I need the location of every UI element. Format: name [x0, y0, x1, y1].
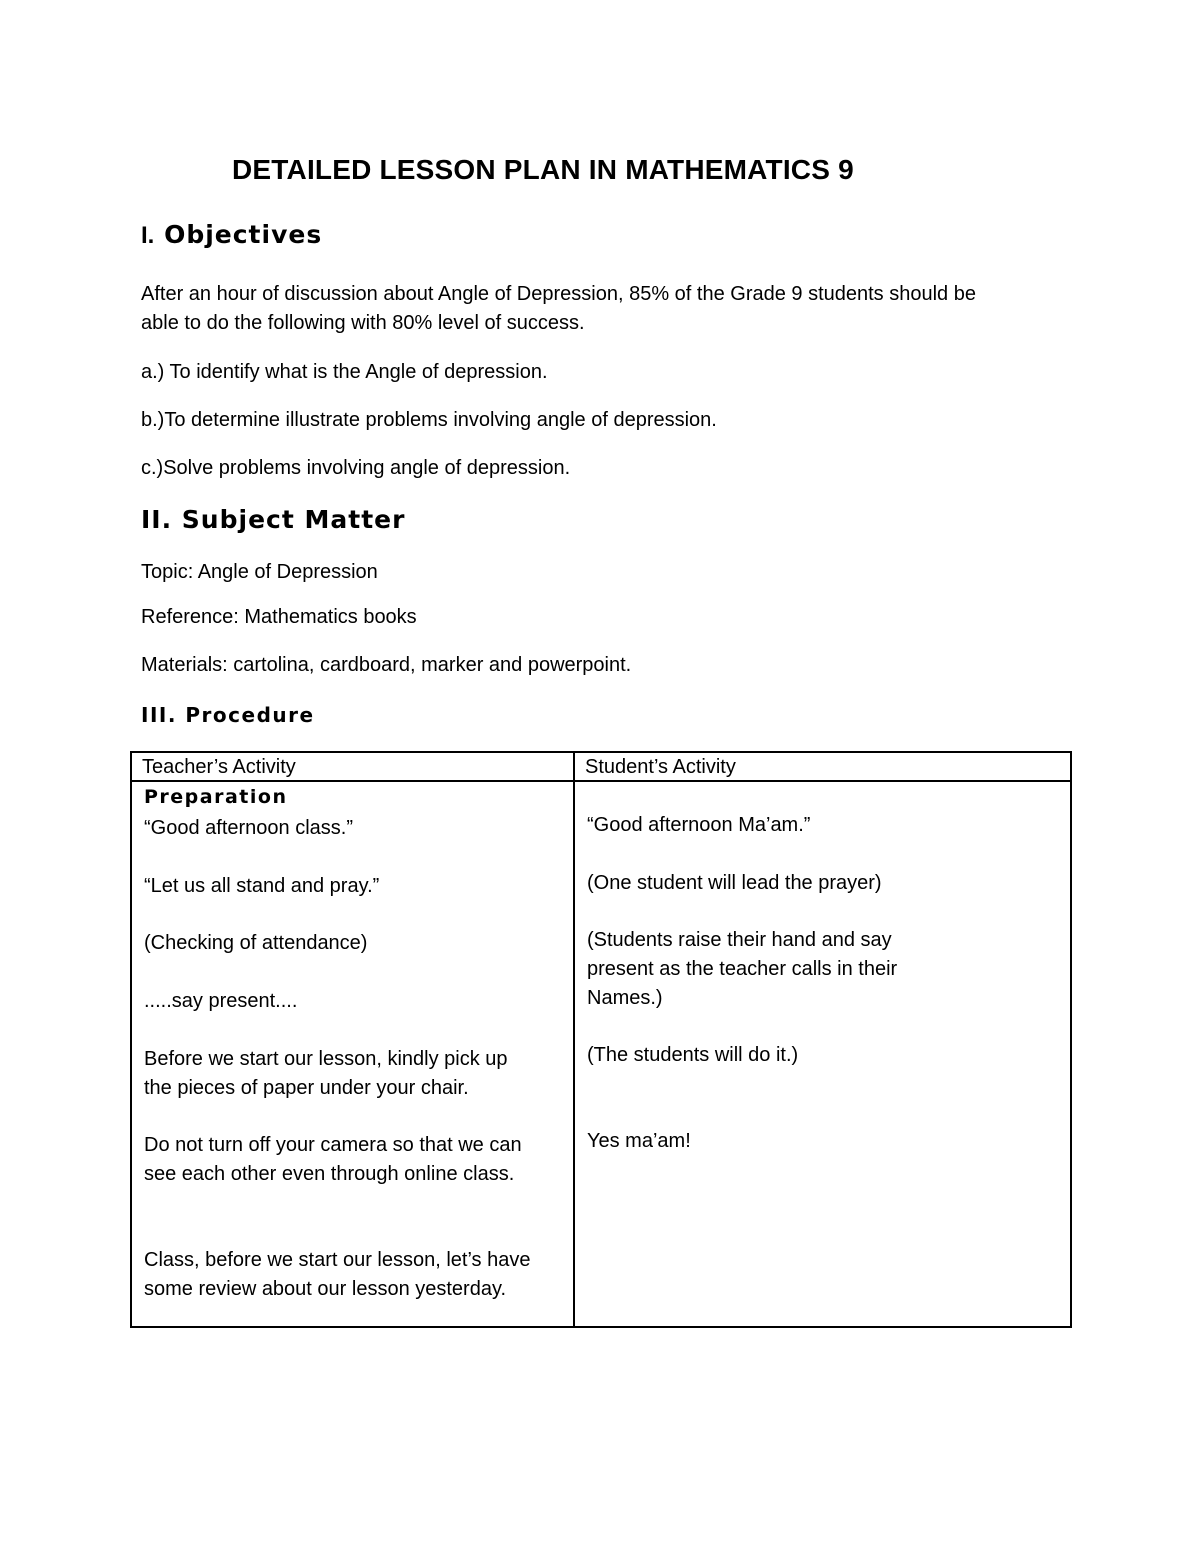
objectives-heading — [141, 220, 322, 250]
objectives-number: I. — [141, 222, 155, 249]
teacher-line: “Good afternoon class.” — [144, 817, 353, 839]
objective-item-c: c.)Solve problems involving angle of depression. — [141, 457, 571, 479]
teacher-activity-cell — [131, 781, 574, 1327]
subject-materials: Materials: cartolina, cardboard, marker and powerpoint. — [141, 654, 632, 676]
student-line: Names.) — [587, 987, 663, 1009]
student-line: (One student will lead the prayer) — [587, 872, 882, 894]
teacher-activity-header: Teacher’s Activity — [131, 752, 574, 781]
objective-item-b: b.)To determine illustrate problems involving angle of depression. — [141, 409, 717, 431]
preparation-subheading: Preparation — [144, 786, 288, 808]
student-line: (The students will do it.) — [587, 1044, 799, 1066]
student-line: “Good afternoon Ma’am.” — [587, 814, 811, 836]
student-activity-header: Student’s Activity — [574, 752, 1071, 781]
teacher-line: some review about our lesson yesterday. — [144, 1278, 507, 1300]
objectives-heading-text: Objectives — [164, 220, 323, 249]
procedure-heading: III. Procedure — [141, 703, 315, 727]
student-line: Yes ma’am! — [587, 1130, 691, 1152]
procedure-table-header-row — [131, 752, 1071, 781]
teacher-line: the pieces of paper under your chair. — [144, 1077, 469, 1099]
teacher-line: Class, before we start our lesson, let’s have — [144, 1249, 531, 1271]
student-activity-cell — [574, 781, 1071, 1327]
subject-topic: Topic: Angle of Depression — [141, 561, 378, 583]
teacher-line: Before we start our lesson, kindly pick up — [144, 1048, 508, 1070]
teacher-line: (Checking of attendance) — [144, 932, 368, 954]
student-line: (Students raise their hand and say — [587, 929, 892, 951]
teacher-line: Do not turn off your camera so that we can — [144, 1134, 522, 1156]
objectives-intro-line-2: able to do the following with 80% level of success. — [141, 312, 585, 334]
procedure-table-row — [131, 781, 1071, 1327]
subject-reference: Reference: Mathematics books — [141, 606, 417, 628]
objective-item-a: a.) To identify what is the Angle of depression. — [141, 361, 548, 383]
teacher-line: “Let us all stand and pray.” — [144, 875, 380, 897]
document-title: DETAILED LESSON PLAN IN MATHEMATICS 9 — [232, 154, 854, 185]
procedure-table — [130, 751, 1072, 1328]
student-line: present as the teacher calls in their — [587, 958, 898, 980]
teacher-line: .....say present.... — [144, 990, 298, 1012]
objectives-intro-line-1: After an hour of discussion about Angle of Depression, 85% of the Grade 9 students should be — [141, 283, 976, 305]
teacher-line: see each other even through online class. — [144, 1163, 515, 1185]
subject-matter-heading: II. Subject Matter — [141, 505, 406, 534]
